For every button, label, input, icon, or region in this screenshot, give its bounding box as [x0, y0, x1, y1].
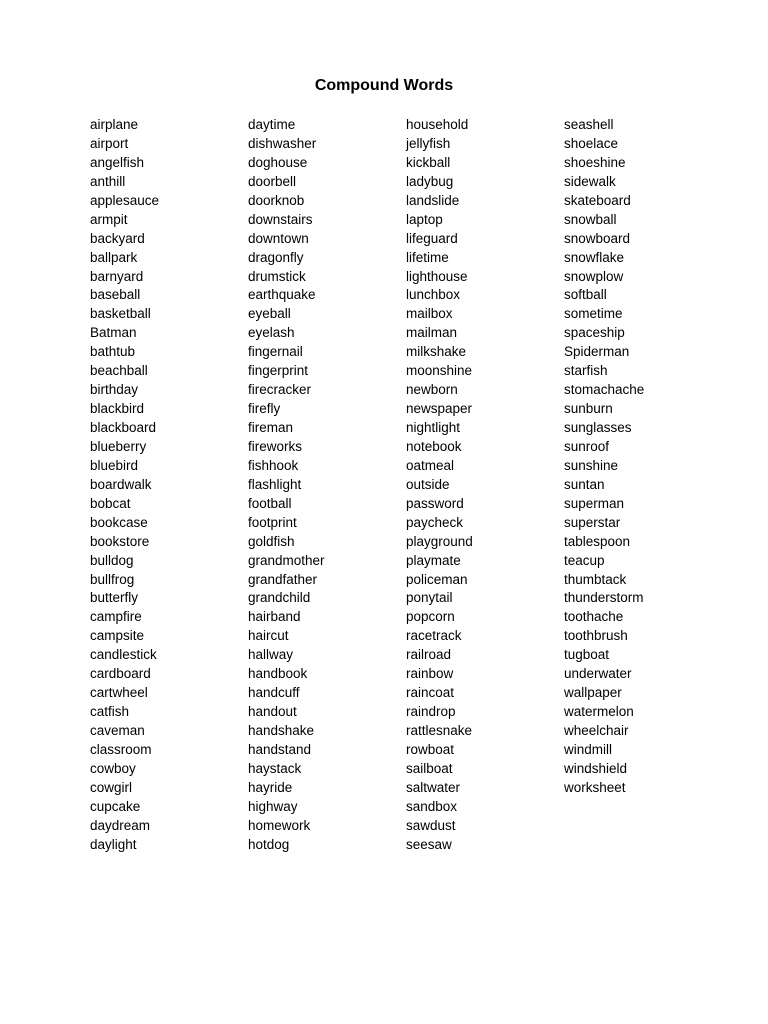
word-item: blueberry — [90, 438, 147, 454]
word-item: handcuff — [248, 685, 300, 701]
word-item: campfire — [90, 609, 142, 625]
word-column-2 — [248, 116, 325, 855]
word-item: cupcake — [90, 798, 141, 814]
word-item: butterfly — [90, 590, 139, 606]
word-item: campsite — [90, 628, 145, 644]
word-item: sawdust — [406, 817, 456, 833]
word-item: handstand — [248, 741, 312, 757]
word-item: password — [406, 495, 464, 511]
word-item: highway — [248, 798, 298, 814]
word-item: mailbox — [406, 306, 453, 322]
word-item: haystack — [248, 760, 302, 776]
word-item: handout — [248, 704, 297, 720]
word-item: wheelchair — [564, 723, 629, 738]
word-item: ballpark — [90, 249, 138, 265]
word-item: fireworks — [248, 438, 303, 454]
word-item: sandbox — [406, 798, 458, 814]
word-item: toothbrush — [564, 628, 628, 644]
word-item: worksheet — [564, 779, 626, 795]
word-item: backyard — [90, 230, 145, 246]
word-item: ponytail — [406, 590, 453, 606]
word-item: baseball — [90, 287, 141, 303]
word-item: Spiderman — [564, 344, 630, 360]
word-item: goldfish — [248, 533, 295, 549]
word-item: candlestick — [90, 647, 157, 663]
word-item: seesaw — [406, 836, 452, 852]
word-item: dishwasher — [248, 135, 317, 151]
word-item: hallway — [248, 647, 294, 663]
word-item: moonshine — [406, 363, 473, 379]
word-item: armpit — [90, 211, 128, 227]
word-item: fingernail — [248, 344, 303, 360]
word-item: handshake — [248, 723, 315, 738]
word-item: doghouse — [248, 154, 308, 170]
word-item: firefly — [248, 401, 281, 417]
word-item: lifeguard — [406, 230, 458, 246]
word-item: flashlight — [248, 476, 302, 492]
word-item: fireman — [248, 420, 294, 435]
word-item: kickball — [406, 154, 451, 170]
word-item: earthquake — [248, 287, 316, 303]
word-item: sometime — [564, 306, 623, 322]
word-item: sailboat — [406, 760, 453, 776]
word-item: spaceship — [564, 325, 625, 341]
word-item: cartwheel — [90, 685, 148, 701]
word-item: beachball — [90, 363, 148, 379]
word-item: snowflake — [564, 249, 625, 265]
word-item: footprint — [248, 514, 297, 530]
word-item: seashell — [564, 117, 614, 132]
word-item: daylight — [90, 836, 137, 852]
word-item: suntan — [564, 476, 605, 492]
word-item: jellyfish — [406, 135, 451, 151]
word-item: grandfather — [248, 571, 318, 587]
word-item: raincoat — [406, 685, 455, 701]
word-item: birthday — [90, 382, 139, 398]
word-item: ladybug — [406, 173, 454, 189]
word-item: playground — [406, 533, 473, 549]
word-item: nightlight — [406, 420, 461, 435]
word-item: superman — [564, 495, 625, 511]
word-item: catfish — [90, 704, 130, 720]
word-item: toothache — [564, 609, 624, 625]
word-item: notebook — [406, 438, 462, 454]
word-item: cowgirl — [90, 779, 133, 795]
word-item: firecracker — [248, 382, 312, 398]
word-column-3 — [406, 116, 473, 855]
word-item: sunglasses — [564, 420, 632, 435]
word-item: household — [406, 117, 469, 132]
word-item: tugboat — [564, 647, 610, 663]
word-item: doorbell — [248, 173, 297, 189]
word-item: popcorn — [406, 609, 455, 625]
word-item: rattlesnake — [406, 723, 473, 738]
word-item: rowboat — [406, 741, 455, 757]
word-item: watermelon — [564, 704, 634, 720]
word-item: superstar — [564, 514, 621, 530]
word-item: blackbird — [90, 401, 145, 417]
word-item: oatmeal — [406, 457, 455, 473]
word-item: eyeball — [248, 306, 291, 322]
word-item: barnyard — [90, 268, 144, 284]
word-item: eyelash — [248, 325, 295, 341]
word-item: snowboard — [564, 230, 631, 246]
word-item: doorknob — [248, 192, 305, 208]
word-item: windshield — [564, 760, 628, 776]
word-item: handbook — [248, 666, 308, 682]
word-item: paycheck — [406, 514, 464, 530]
word-item: anthill — [90, 173, 126, 189]
word-item: rainbow — [406, 666, 454, 682]
word-item: cowboy — [90, 760, 136, 776]
word-item: softball — [564, 287, 607, 303]
word-item: wallpaper — [564, 685, 622, 701]
word-item: downstairs — [248, 211, 313, 227]
word-item: blackboard — [90, 420, 157, 435]
word-item: applesauce — [90, 192, 160, 208]
word-item: skateboard — [564, 192, 631, 208]
word-item: playmate — [406, 552, 461, 568]
word-item: sunroof — [564, 438, 610, 454]
word-item: daydream — [90, 817, 151, 833]
word-item: haircut — [248, 628, 289, 644]
word-column-4 — [564, 116, 644, 798]
word-item: bluebird — [90, 457, 139, 473]
word-item: angelfish — [90, 154, 145, 170]
word-item: hotdog — [248, 836, 290, 852]
word-item: lifetime — [406, 249, 449, 265]
word-item: shoelace — [564, 135, 619, 151]
word-item: raindrop — [406, 704, 456, 720]
word-item: milkshake — [406, 344, 467, 360]
word-item: stomachache — [564, 382, 645, 398]
word-item: underwater — [564, 666, 632, 682]
word-item: starfish — [564, 363, 608, 379]
word-item: laptop — [406, 211, 443, 227]
word-item: cardboard — [90, 666, 151, 682]
word-item: tablespoon — [564, 533, 631, 549]
word-item: thumbtack — [564, 571, 627, 587]
word-item: shoeshine — [564, 154, 626, 170]
word-item: daytime — [248, 117, 296, 132]
word-item: snowball — [564, 211, 617, 227]
word-item: Batman — [90, 325, 137, 341]
word-item: drumstick — [248, 268, 306, 284]
word-item: bulldog — [90, 552, 134, 568]
word-item: grandmother — [248, 552, 325, 568]
word-column-1 — [90, 116, 159, 855]
word-item: sunburn — [564, 401, 613, 417]
word-item: fishhook — [248, 457, 299, 473]
word-item: boardwalk — [90, 476, 152, 492]
word-item: bullfrog — [90, 571, 135, 587]
word-item: airplane — [90, 117, 139, 132]
word-item: caveman — [90, 723, 145, 738]
word-item: bookstore — [90, 533, 150, 549]
word-item: landslide — [406, 192, 460, 208]
word-item: racetrack — [406, 628, 462, 644]
word-item: hairband — [248, 609, 301, 625]
word-item: windmill — [564, 741, 613, 757]
word-item: basketball — [90, 306, 151, 322]
word-item: sunshine — [564, 457, 619, 473]
page-title: Compound Words — [314, 77, 454, 94]
word-item: snowplow — [564, 268, 624, 284]
word-item: classroom — [90, 741, 152, 757]
word-item: downtown — [248, 230, 309, 246]
word-item: bookcase — [90, 514, 148, 530]
word-item: railroad — [406, 647, 452, 663]
word-item: football — [248, 495, 292, 511]
word-item: teacup — [564, 552, 605, 568]
word-item: policeman — [406, 571, 468, 587]
word-item: sidewalk — [564, 173, 616, 189]
word-item: lighthouse — [406, 268, 468, 284]
word-item: newborn — [406, 382, 458, 398]
word-item: dragonfly — [248, 249, 304, 265]
word-item: bobcat — [90, 495, 131, 511]
word-item: outside — [406, 476, 450, 492]
word-item: hayride — [248, 779, 293, 795]
word-item: bathtub — [90, 344, 136, 360]
word-item: fingerprint — [248, 363, 309, 379]
word-item: grandchild — [248, 590, 311, 606]
word-item: airport — [90, 135, 129, 151]
word-item: saltwater — [406, 779, 461, 795]
word-item: homework — [248, 817, 311, 833]
word-item: mailman — [406, 325, 458, 341]
word-item: thunderstorm — [564, 590, 644, 606]
word-item: lunchbox — [406, 287, 461, 303]
word-item: newspaper — [406, 401, 473, 417]
